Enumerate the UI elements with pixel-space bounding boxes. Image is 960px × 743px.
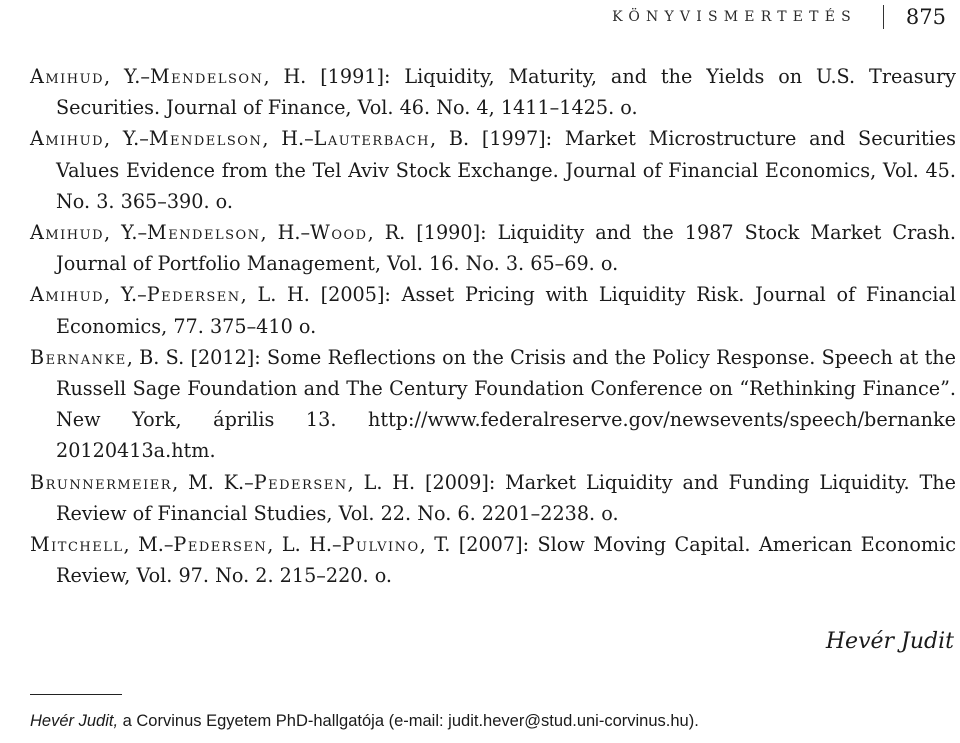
footnote-text: a Corvinus Egyetem PhD-hallgatója (e-mail: judit.hever@stud.uni-corvinus.hu). — [118, 712, 699, 730]
reference-item — [30, 279, 956, 341]
reference-item — [30, 123, 956, 217]
author-surname: Mendelson — [148, 127, 263, 151]
author-initials: , H.– — [262, 127, 314, 151]
reference-details: [1990]: Liquidity and the 1987 Stock Market Crash. Journal of Portfolio Management, Vol. 16. No. 3. 65–69. o. — [56, 221, 956, 276]
author-surname: Amihud — [30, 65, 105, 88]
author-surname: Pedersen — [253, 470, 348, 494]
reference-list — [30, 61, 956, 591]
header-divider — [883, 5, 884, 29]
author-surname: Lauterbach — [313, 127, 430, 151]
author-initials: , M. K.– — [172, 470, 254, 494]
reference-details: [2007]: Slow Moving Capital. American Economic Review, Vol. 97. No. 2. 215–220. o. — [56, 533, 956, 588]
reference-details: [1991]: Liquidity, Maturity, and the Yields on U.S. Treasury Securities. Journal of Finance, Vol. 46. No. 4, 1411–1425. o. — [56, 65, 956, 120]
author-surname: Mendelson — [149, 65, 264, 88]
page-number: 875 — [905, 5, 946, 29]
author-initials: , L. H. — [240, 283, 310, 307]
author-surname: Bernanke — [30, 345, 127, 369]
reference-item — [30, 529, 956, 591]
author-surname: Pulvino — [341, 533, 420, 557]
author-initials: , B. — [429, 127, 470, 151]
author-surname: Mendelson — [147, 221, 261, 245]
author-initials: , R. — [367, 221, 406, 245]
author-initials: , Y.– — [104, 65, 150, 88]
reference-details: [2012]: Some Reflections on the Crisis and the Policy Response. Speech at the Russell Sage Foundation and The Century Foundation Conference on “Rethinking Finance”. New York, április 13. http://www.federalreserve.gov/newsevents/speech/bernanke 20120413a.htm. — [56, 345, 956, 463]
reference-details: [2005]: Asset Pricing with Liquidity Risk. Journal of Financial Economics, 77. 375–410 o. — [56, 283, 956, 338]
author-surname: Amihud — [30, 127, 105, 151]
reference-details: [2009]: Market Liquidity and Funding Liquidity. The Review of Financial Studies, Vol. 22. No. 6. 2201–2238. o. — [56, 470, 956, 525]
reference-item — [30, 217, 956, 279]
author-surname: Pedersen — [146, 283, 241, 307]
author-surname: Amihud — [30, 283, 105, 307]
footnote — [30, 712, 956, 731]
author-initials: , B. S. — [126, 345, 185, 369]
footnote-divider — [30, 694, 122, 695]
author-initials: , H.– — [260, 221, 311, 245]
author-surname: Pedersen — [173, 533, 268, 557]
author-surname: Mitchell — [30, 533, 124, 557]
author-initials: , T. — [419, 533, 451, 557]
author-initials: , Y.– — [104, 127, 149, 151]
running-title: KÖNYVISMERTETÉS — [612, 9, 857, 25]
author-surname: Amihud — [30, 221, 105, 245]
author-initials: , M.– — [123, 533, 174, 557]
author-signature: Hevér Judit — [825, 629, 954, 654]
author-initials: , Y.– — [104, 221, 148, 245]
reference-item — [30, 342, 956, 467]
author-surname: Brunnermeier — [30, 470, 173, 494]
reference-item — [30, 467, 956, 529]
footnote-author-name: Hevér Judit, — [30, 712, 119, 730]
author-initials: , L. H.– — [267, 533, 342, 557]
running-header — [612, 4, 946, 30]
author-initials: , H. — [263, 65, 307, 88]
author-initials: , Y.– — [104, 283, 147, 307]
reference-item — [30, 61, 956, 123]
author-initials: , L. H. — [347, 470, 416, 494]
author-surname: Wood — [310, 221, 368, 245]
reference-details: [1997]: Market Microstructure and Securities Values Evidence from the Tel Aviv Stock Exchange. Journal of Financial Economics, Vol. 45. No. 3. 365–390. o. — [56, 127, 957, 213]
